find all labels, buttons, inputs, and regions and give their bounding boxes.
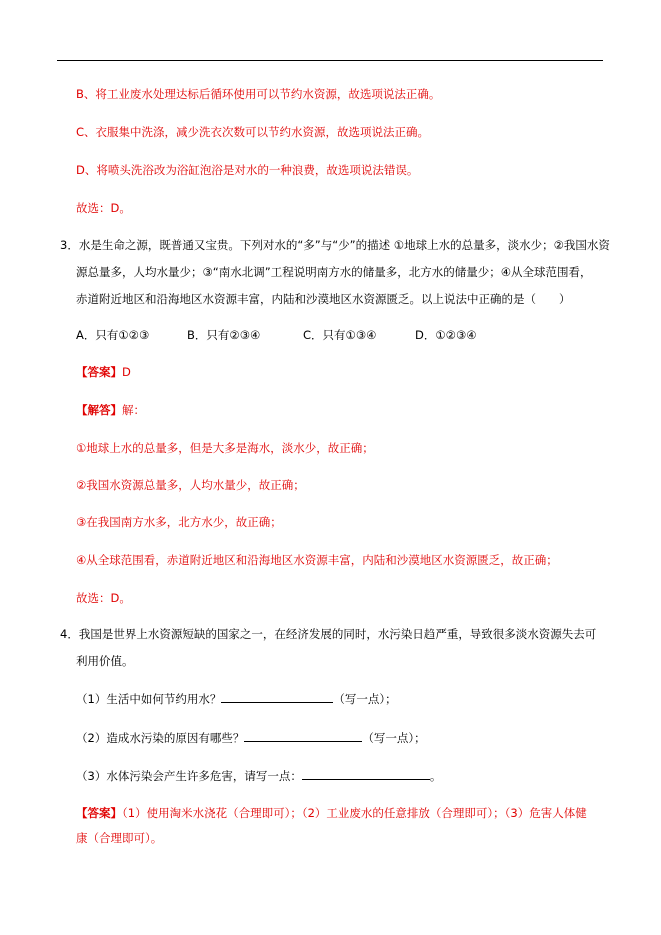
analysis-option-d: D、将喷头洗浴改为浴缸泡浴是对水的一种浪费，故选项说法错误。 bbox=[76, 163, 419, 177]
q3-option-a: A．只有①②③ bbox=[76, 328, 150, 342]
q3-options bbox=[76, 327, 476, 343]
q3-stem-line1: 3．水是生命之源，既普通又宝贵。下列对水的“多”与“少”的描述 ①地球上水的总量多，淡水少；②我国水资 bbox=[60, 238, 610, 252]
prev-select: 故选：D。 bbox=[76, 201, 131, 215]
analysis-option-b: B、将工业废水处理达标后循环使用可以节约水资源，故选项说法正确。 bbox=[76, 87, 441, 101]
q3-answer bbox=[76, 364, 131, 380]
q3-solution-header bbox=[76, 402, 145, 418]
q3-option-c: C．只有①③④ bbox=[303, 328, 377, 342]
q4-sub3-prefix: （3）水体污染会产生许多危害，请写一点： bbox=[76, 769, 302, 783]
q3-solution-tag: 【解答】 bbox=[76, 403, 122, 417]
q3-answer-tag: 【答案】 bbox=[76, 365, 122, 379]
q4-sub1-blank[interactable] bbox=[221, 690, 333, 703]
q3-stem-line3: 赤道附近地区和沿海地区水资源丰富，内陆和沙漠地区水资源匮乏。以上说法中正确的是（ ） bbox=[76, 292, 571, 306]
q4-sub2-suffix: （写一点）； bbox=[362, 731, 426, 745]
q4-sub3-blank[interactable] bbox=[302, 767, 430, 780]
q4-answer bbox=[76, 805, 587, 821]
q3-stem-line2: 源总量多，人均水量少；③“南水北调”工程说明南方水的储量多，北方水的储量少；④从全球范围看， bbox=[76, 265, 592, 279]
q4-sub-question-1 bbox=[76, 690, 397, 707]
header-rule bbox=[57, 60, 603, 61]
q3-solution-point-3: ③在我国南方水多，北方水少，故正确； bbox=[76, 515, 282, 529]
q4-stem-line2: 利用价值。 bbox=[76, 654, 134, 668]
q4-sub1-prefix: （1）生活中如何节约用水？ bbox=[76, 692, 222, 706]
q4-answer-tag: 【答案】 bbox=[76, 806, 122, 820]
q3-option-d: D．①②③④ bbox=[415, 328, 477, 342]
q4-sub3-suffix: 。 bbox=[429, 769, 442, 783]
q3-select: 故选：D。 bbox=[76, 591, 131, 605]
q4-answer-line1: （1）使用淘米水浇花（合理即可）；（2）工业废水的任意排放（合理即可）；（3）危害人体健 bbox=[122, 806, 587, 820]
q4-sub-question-3 bbox=[76, 767, 441, 784]
q4-sub2-blank[interactable] bbox=[244, 729, 362, 742]
q4-sub2-prefix: （2）造成水污染的原因有哪些？ bbox=[76, 731, 245, 745]
q4-sub1-suffix: （写一点）； bbox=[333, 692, 397, 706]
q3-solution-point-1: ①地球上水的总量多，但是大多是海水，淡水少，故正确； bbox=[76, 441, 374, 455]
q4-stem-line1: 4．我国是世界上水资源短缺的国家之一，在经济发展的同时，水污染日趋严重，导致很多淡水资源失去可 bbox=[60, 627, 597, 641]
analysis-option-c: C、衣服集中洗涤，减少洗衣次数可以节约水资源，故选项说法正确。 bbox=[76, 125, 430, 139]
q3-option-b: B．只有②③④ bbox=[187, 328, 261, 342]
q4-answer-line2: 康（合理即可）。 bbox=[76, 831, 163, 845]
q4-sub-question-2 bbox=[76, 729, 426, 746]
q3-solution-point-4: ④从全球范围看，赤道附近地区和沿海地区水资源丰富，内陆和沙漠地区水资源匮乏，故正确； bbox=[76, 553, 558, 567]
q3-solution-suffix: 解： bbox=[122, 403, 145, 417]
q3-solution-point-2: ②我国水资源总量多，人均水量少，故正确； bbox=[76, 478, 305, 492]
q3-answer-value: D bbox=[122, 365, 131, 379]
